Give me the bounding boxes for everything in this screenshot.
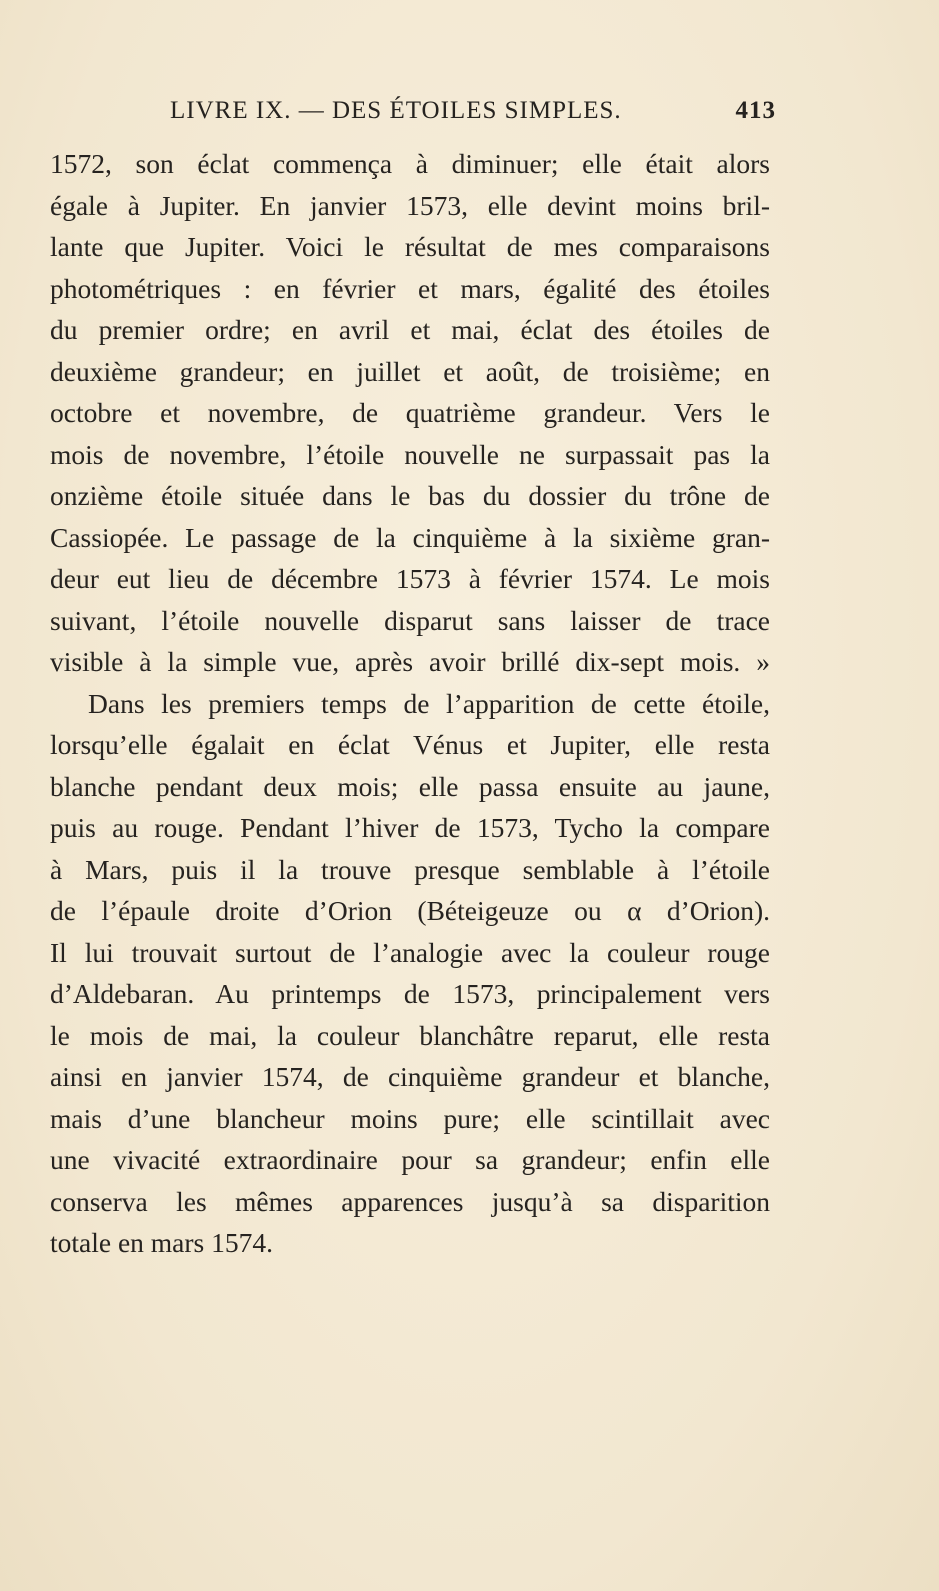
text-line: Il lui trouvait surtout de l’analogie avec la couleur rouge — [50, 936, 770, 968]
text-line: du premier ordre; en avril et mai, éclat des étoiles de — [50, 314, 770, 345]
text-line: puis au rouge. Pendant l’hiver de 1573, Tycho la compare — [50, 812, 770, 843]
text-line: onzième étoile située dans le bas du dossier du trône de — [50, 480, 770, 511]
text-line: lorsqu’elle égalait en éclat Vénus et Jupiter, elle resta — [50, 729, 770, 760]
page-number: 413 — [735, 97, 776, 124]
text-line: à Mars, puis il la trouve presque semblable à l’étoile — [50, 853, 770, 885]
text-line: de l’épaule droite d’Orion (Béteigeuze ou α d’Orion). — [50, 895, 770, 926]
text-line: conserva les mêmes apparences jusqu’à sa disparition — [50, 1185, 770, 1217]
running-title: LIVRE IX. — DES ÉTOILES SIMPLES. — [170, 97, 622, 124]
text-line: visible à la simple vue, après avoir brillé dix-sept mois. » — [50, 646, 770, 677]
text-line: deur eut lieu de décembre 1573 à février 1574. Le mois — [50, 563, 770, 594]
body-text — [50, 143, 770, 1264]
text-line: lante que Jupiter. Voici le résultat de mes comparaisons — [50, 231, 770, 262]
running-head — [150, 97, 776, 127]
text-line: ainsi en janvier 1574, de cinquième grandeur et blanche, — [50, 1061, 770, 1092]
text-line: égale à Jupiter. En janvier 1573, elle devint moins bril- — [50, 189, 770, 221]
text-line: le mois de mai, la couleur blanchâtre reparut, elle resta — [50, 1019, 770, 1051]
text-line: Cassiopée. Le passage de la cinquième à la sixième gran- — [50, 521, 770, 553]
text-line: blanche pendant deux mois; elle passa ensuite au jaune, — [50, 770, 770, 802]
text-line: deuxième grandeur; en juillet et août, de troisième; en — [50, 355, 770, 387]
text-line: d’Aldebaran. Au printemps de 1573, principalement vers — [50, 978, 770, 1009]
text-line: mois de novembre, l’étoile nouvelle ne surpassait pas la — [50, 438, 770, 470]
text-line: totale en mars 1574. — [50, 1227, 273, 1258]
text-line: une vivacité extraordinaire pour sa grandeur; enfin elle — [50, 1144, 770, 1175]
paragraph-start-line: Dans les premiers temps de l’apparition de cette étoile, — [88, 687, 770, 719]
text-line: octobre et novembre, de quatrième grandeur. Vers le — [50, 397, 770, 428]
text-line: suivant, l’étoile nouvelle disparut sans laisser de trace — [50, 604, 770, 636]
text-line: mais d’une blancheur moins pure; elle scintillait avec — [50, 1102, 770, 1134]
text-line: photométriques : en février et mars, égalité des étoiles — [50, 272, 770, 304]
text-line: 1572, son éclat commença à diminuer; elle était alors — [50, 148, 770, 179]
